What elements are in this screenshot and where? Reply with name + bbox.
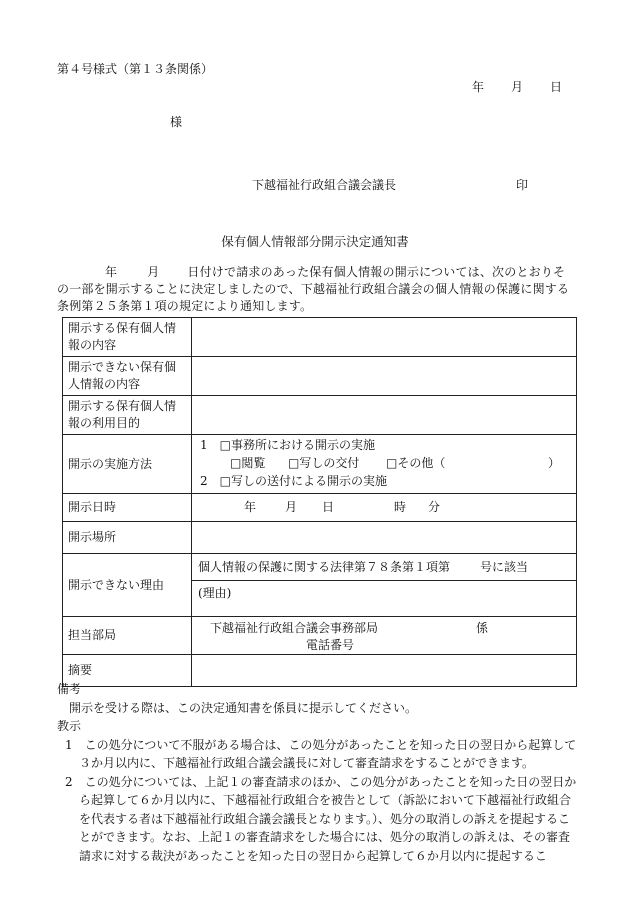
date-line — [472, 78, 562, 95]
remarks-heading: 備考 — [57, 682, 82, 696]
document-title: 保有個人情報部分開示決定通知書 — [221, 234, 409, 249]
row-label: 開示できない保有個人情報の内容 — [63, 357, 192, 396]
disclosure-form-table — [62, 317, 577, 687]
instruction-item-2: 2 この処分については、上記１の審査請求のほか、この処分があったことを知った日の翌日から起算して６か月以内に、下越福祉行政組合を被告として（訴訟において下越福祉行政組合を代表する者は下越福祉行政組合議会議長となります。）、処分の取消しの訴えを提起することができます。なお、上記１の審査請求をした場合には、処分の取消しの訴えは、その審査請求に対する裁決があったことを知った日の翌日から起算して６か月以内に提起するこ — [65, 774, 577, 863]
department-cell — [192, 617, 577, 655]
datetime-minute: 分 — [428, 500, 441, 514]
reason-cell — [192, 581, 577, 617]
seal-mark: 印 — [516, 178, 529, 192]
method-line-1: 1 □事務所における開示の実施 — [200, 438, 375, 452]
row-label: 開示できない理由 — [63, 554, 192, 617]
row-label: 開示場所 — [63, 522, 192, 554]
table-row — [63, 396, 577, 435]
datetime-day: 日 — [322, 500, 335, 514]
intro-year: 年 — [105, 265, 118, 279]
datetime-year: 年 — [244, 500, 257, 514]
reason-label: (理由) — [198, 586, 232, 600]
date-day: 日 — [550, 80, 563, 94]
method-option-close: ） — [548, 456, 561, 470]
date-month: 月 — [511, 80, 524, 94]
row-value — [192, 357, 577, 396]
instruction-item-1: 1 この処分について不服がある場合は、この処分があったことを知った日の翌日から起算して３か月以内に、下越福祉行政組合議会議長に対して審査請求をすることができます。 — [65, 737, 577, 770]
reason-law-after: 号に該当 — [480, 559, 529, 574]
table-row — [63, 494, 577, 522]
intro-paragraph — [57, 264, 577, 315]
table-row — [63, 554, 577, 581]
row-label: 開示する保有個人情報の内容 — [63, 318, 192, 357]
row-value — [192, 522, 577, 554]
method-option-copy: □写しの交付 — [288, 456, 360, 470]
addressee: 様 — [170, 115, 183, 129]
table-row — [63, 357, 577, 396]
row-label: 開示日時 — [63, 494, 192, 522]
table-row — [63, 318, 577, 357]
row-value — [192, 396, 577, 435]
datetime-cell — [192, 494, 577, 522]
form-number: 第４号様式（第１３条関係） — [57, 62, 214, 76]
intro-month: 月 — [147, 265, 160, 279]
row-label: 担当部局 — [63, 617, 192, 655]
table-row — [63, 617, 577, 655]
method-line-3: 2 □写しの送付による開示の実施 — [200, 474, 387, 488]
datetime-month: 月 — [285, 500, 298, 514]
datetime-hour: 時 — [394, 500, 407, 514]
method-option-view: □閲覧 — [230, 456, 266, 470]
row-label: 摘要 — [63, 655, 192, 687]
instruction-heading: 教示 — [57, 719, 82, 733]
method-option-other: □その他（ — [386, 456, 446, 470]
row-label: 開示の実施方法 — [63, 435, 192, 494]
reason-law-before: 個人情報の保護に関する法律第７８条第１項第 — [198, 559, 451, 574]
reason-law-cell — [192, 554, 577, 581]
row-label: 開示する保有個人情報の利用目的 — [63, 396, 192, 435]
method-line-2 — [200, 455, 571, 473]
notes-section — [57, 680, 577, 865]
table-row — [63, 435, 577, 494]
row-value — [192, 318, 577, 357]
department-section: 係 — [476, 621, 489, 635]
issuer-name: 下越福祉行政組合議会議長 — [252, 178, 397, 192]
remarks-text: 開示を受ける際は、この決定通知書を係員に提示してください。 — [69, 700, 418, 715]
intro-text: 日付けで請求のあった保有個人情報の開示については、次のとおりその一部を開示することに決定しましたので、下越福祉行政組合議会の個人情報の保護に関する条例第２５条第１項の規定により通知します。 — [57, 265, 570, 313]
method-cell — [192, 435, 577, 494]
table-row — [63, 522, 577, 554]
department-name: 下越福祉行政組合議会事務部局 — [210, 621, 379, 635]
date-year: 年 — [472, 80, 485, 94]
phone-label: 電話番号 — [306, 638, 355, 652]
